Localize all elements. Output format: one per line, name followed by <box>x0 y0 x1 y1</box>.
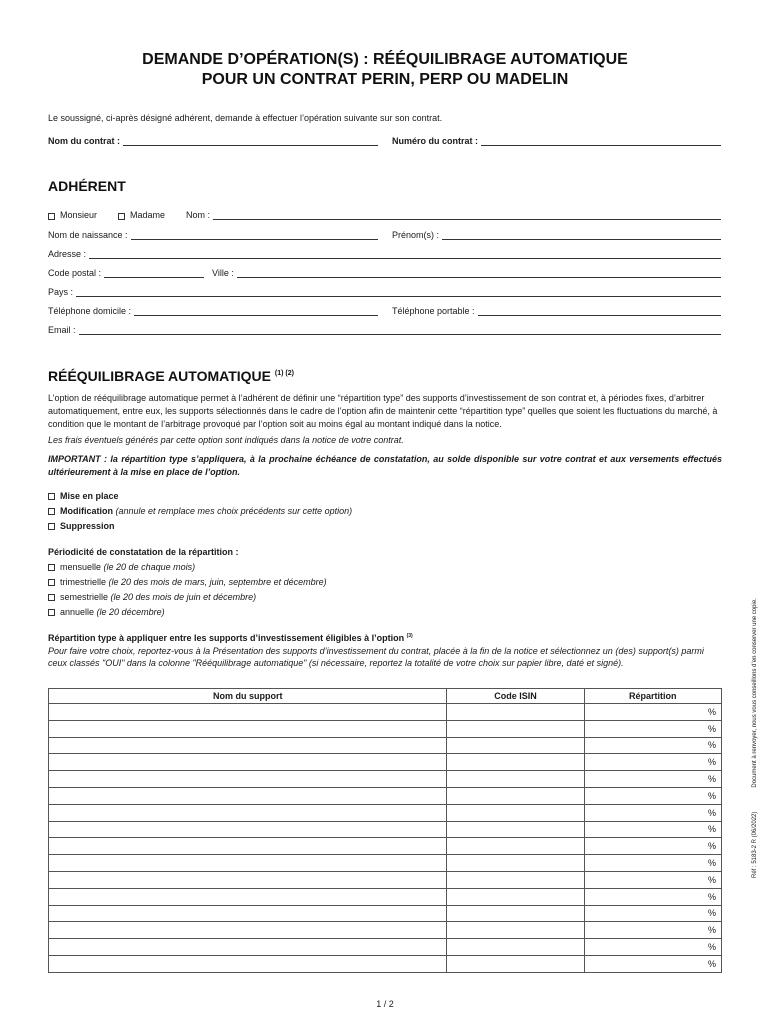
repartition-percent-cell[interactable]: % <box>584 804 721 821</box>
code-postal-line[interactable] <box>104 267 204 278</box>
isin-code-cell[interactable] <box>447 888 584 905</box>
tel-domicile-label: Téléphone domicile : <box>48 306 132 316</box>
telephone-row <box>48 302 721 316</box>
important-note: IMPORTANT : la répartition type s’appliquera, à la prochaine échéance de constatation, au solde disponible sur votre contrat et aux versements effectués ultérieurement à la mise en place de l’option. <box>48 454 722 477</box>
madame-label: Madame <box>130 210 166 220</box>
isin-code-cell[interactable] <box>447 720 584 737</box>
repartition-percent-cell[interactable]: % <box>584 787 721 804</box>
table-row <box>49 905 722 922</box>
table-row <box>49 787 722 804</box>
pays-row <box>48 283 721 297</box>
trimestrielle-note: (le 20 des mois de mars, juin, septembre et décembre) <box>108 577 327 587</box>
naissance-row <box>48 226 721 240</box>
support-name-cell[interactable] <box>49 704 447 721</box>
trimestrielle-label: trimestrielle <box>60 577 107 587</box>
table-row <box>49 888 722 905</box>
monsieur-option[interactable] <box>48 206 108 220</box>
side-note <box>752 548 758 878</box>
header-nom-support: Nom du support <box>49 689 447 704</box>
table-row <box>49 704 722 721</box>
table-header-row <box>49 689 722 704</box>
option-suppression[interactable] <box>48 521 115 531</box>
periodicite-heading: Périodicité de constatation de la répartition : <box>48 547 239 557</box>
ville-field[interactable] <box>212 264 721 278</box>
title-line-1: DEMANDE D’OPÉRATION(S) : RÉÉQUILIBRAGE AUTOMATIQUE <box>142 51 628 68</box>
adherent-heading: ADHÉRENT <box>48 178 126 194</box>
adresse-label: Adresse : <box>48 249 87 259</box>
periodicite-semestrielle[interactable] <box>48 592 256 602</box>
contract-name-line[interactable] <box>123 135 378 146</box>
support-name-cell[interactable] <box>49 905 447 922</box>
email-row <box>48 321 721 335</box>
tel-domicile-field[interactable] <box>48 302 378 316</box>
table-row <box>49 821 722 838</box>
periodicite-mensuelle[interactable] <box>48 562 195 572</box>
table-row <box>49 922 722 939</box>
isin-code-cell[interactable] <box>447 704 584 721</box>
nom-label: Nom : <box>186 210 211 220</box>
contract-number-field[interactable] <box>392 132 721 146</box>
support-name-cell[interactable] <box>49 771 447 788</box>
isin-code-cell[interactable] <box>447 804 584 821</box>
email-field[interactable] <box>48 321 721 335</box>
table-row <box>49 737 722 754</box>
isin-code-cell[interactable] <box>447 754 584 771</box>
header-code-isin: Code ISIN <box>447 689 584 704</box>
adresse-row <box>48 245 721 259</box>
modification-note: (annule et remplace mes choix précédents sur cette option) <box>115 506 353 516</box>
support-name-cell[interactable] <box>49 922 447 939</box>
table-row <box>49 838 722 855</box>
nom-line[interactable] <box>213 209 721 220</box>
periodicite-annuelle[interactable] <box>48 607 165 617</box>
annuelle-label: annuelle <box>60 607 95 617</box>
monsieur-label: Monsieur <box>60 210 98 220</box>
contract-number-label: Numéro du contrat : <box>392 136 479 146</box>
contract-name-field[interactable] <box>48 132 378 146</box>
suppression-label: Suppression <box>60 521 115 531</box>
madame-checkbox[interactable] <box>118 213 125 220</box>
repartition-table-body <box>49 704 722 973</box>
support-name-cell[interactable] <box>49 754 447 771</box>
pays-label: Pays : <box>48 287 74 297</box>
repartition-heading-note: (3) <box>406 633 413 639</box>
repartition-percent-cell[interactable]: % <box>584 720 721 737</box>
monsieur-checkbox[interactable] <box>48 213 55 220</box>
contract-row <box>48 132 721 146</box>
prenoms-field[interactable] <box>392 226 721 240</box>
intro-text: Le soussigné, ci-après désigné adhérent, demande à effectuer l’opération suivante sur son contrat. <box>48 113 443 123</box>
nom-naissance-label: Nom de naissance : <box>48 230 128 240</box>
table-row <box>49 754 722 771</box>
document-note: Document à renvoyer, nous vous conseillons d’en conserver une copie. <box>752 598 758 788</box>
ville-label: Ville : <box>212 268 234 278</box>
prenoms-line[interactable] <box>442 229 721 240</box>
repartition-heading-text: Répartition type à appliquer entre les supports d’investissement éligibles à l’option <box>48 633 405 643</box>
email-line[interactable] <box>79 324 721 335</box>
isin-code-cell[interactable] <box>447 838 584 855</box>
page-number: 1 / 2 <box>376 999 394 1009</box>
isin-code-cell[interactable] <box>447 855 584 872</box>
tel-portable-line[interactable] <box>478 305 721 316</box>
repartition-percent-cell[interactable]: % <box>584 771 721 788</box>
reference-code: Réf : 5183-2 R (06/2022) <box>752 811 758 878</box>
tel-portable-label: Téléphone portable : <box>392 306 475 316</box>
reequilibrage-heading-text: RÉÉQUILIBRAGE AUTOMATIQUE <box>48 368 271 384</box>
semestrielle-label: semestrielle <box>60 592 109 602</box>
reequilibrage-heading <box>48 368 294 384</box>
reequilibrage-heading-note: (1) (2) <box>274 370 294 377</box>
isin-code-cell[interactable] <box>447 771 584 788</box>
repartition-percent-cell[interactable]: % <box>584 821 721 838</box>
mensuelle-checkbox[interactable] <box>48 564 55 571</box>
isin-code-cell[interactable] <box>447 737 584 754</box>
nom-naissance-line[interactable] <box>131 229 378 240</box>
ville-line[interactable] <box>237 267 721 278</box>
semestrielle-checkbox[interactable] <box>48 594 55 601</box>
frais-note: Les frais éventuels générés par cette option sont indiqués dans la notice de votre contrat. <box>48 435 404 445</box>
modification-label: Modification <box>60 506 113 516</box>
repartition-instructions: Pour faire votre choix, reportez-vous à la Présentation des supports d’investissement du contrat, placée à la fin de la notice et sélectionnez un (des) support(s) parmi ceux classés "OUI" dans la colonne "Rééquilibrage automatique" (si nécessaire, reportez la totalité de votre choix sur papier libre, daté et signé). <box>48 646 704 668</box>
annuelle-note: (le 20 décembre) <box>96 607 165 617</box>
mise-en-place-label: Mise en place <box>60 491 119 501</box>
isin-code-cell[interactable] <box>447 821 584 838</box>
support-name-cell[interactable] <box>49 955 447 972</box>
code-postal-row <box>48 264 721 278</box>
option-modification[interactable] <box>48 506 352 516</box>
repartition-percent-cell[interactable]: % <box>584 855 721 872</box>
support-name-cell[interactable] <box>49 821 447 838</box>
isin-code-cell[interactable] <box>447 905 584 922</box>
isin-code-cell[interactable] <box>447 871 584 888</box>
isin-code-cell[interactable] <box>447 955 584 972</box>
table-row <box>49 955 722 972</box>
support-name-cell[interactable] <box>49 804 447 821</box>
pays-line[interactable] <box>76 286 721 297</box>
support-name-cell[interactable] <box>49 720 447 737</box>
civility-row <box>48 206 721 220</box>
support-name-cell[interactable] <box>49 838 447 855</box>
nom-naissance-field[interactable] <box>48 226 378 240</box>
repartition-table <box>48 688 722 973</box>
support-name-cell[interactable] <box>49 888 447 905</box>
repartition-percent-cell[interactable]: % <box>584 888 721 905</box>
mensuelle-label: mensuelle <box>60 562 102 572</box>
support-name-cell[interactable] <box>49 787 447 804</box>
isin-code-cell[interactable] <box>447 939 584 956</box>
repartition-percent-cell[interactable]: % <box>584 939 721 956</box>
suppression-checkbox[interactable] <box>48 523 55 530</box>
support-name-cell[interactable] <box>49 855 447 872</box>
repartition-percent-cell[interactable]: % <box>584 922 721 939</box>
tel-portable-field[interactable] <box>392 302 721 316</box>
madame-option[interactable] <box>118 206 180 220</box>
repartition-percent-cell[interactable]: % <box>584 955 721 972</box>
repartition-percent-cell[interactable]: % <box>584 754 721 771</box>
periodicite-trimestrielle[interactable] <box>48 577 327 587</box>
code-postal-field[interactable] <box>48 264 204 278</box>
support-name-cell[interactable] <box>49 939 447 956</box>
option-mise-en-place[interactable] <box>48 491 119 501</box>
table-row <box>49 804 722 821</box>
annuelle-checkbox[interactable] <box>48 609 55 616</box>
repartition-percent-cell[interactable]: % <box>584 838 721 855</box>
repartition-heading <box>48 633 413 643</box>
contract-name-label: Nom du contrat : <box>48 136 120 146</box>
mise-en-place-checkbox[interactable] <box>48 493 55 500</box>
title-line-2: POUR UN CONTRAT PERIN, PERP OU MADELIN <box>201 71 569 88</box>
modification-checkbox[interactable] <box>48 508 55 515</box>
repartition-percent-cell[interactable]: % <box>584 704 721 721</box>
table-row <box>49 939 722 956</box>
table-row <box>49 771 722 788</box>
isin-code-cell[interactable] <box>447 922 584 939</box>
semestrielle-note: (le 20 des mois de juin et décembre) <box>110 592 257 602</box>
adresse-field[interactable] <box>48 245 721 259</box>
mensuelle-note: (le 20 de chaque mois) <box>103 562 196 572</box>
email-label: Email : <box>48 325 76 335</box>
pays-field[interactable] <box>48 283 721 297</box>
support-name-cell[interactable] <box>49 737 447 754</box>
nom-field[interactable] <box>186 206 721 220</box>
adresse-line[interactable] <box>89 248 721 259</box>
code-postal-label: Code postal : <box>48 268 102 278</box>
table-row <box>49 855 722 872</box>
table-row <box>49 871 722 888</box>
document-title <box>0 50 770 90</box>
prenoms-label: Prénom(s) : <box>392 230 440 240</box>
repartition-percent-cell[interactable]: % <box>584 737 721 754</box>
repartition-percent-cell[interactable]: % <box>584 871 721 888</box>
table-row <box>49 720 722 737</box>
isin-code-cell[interactable] <box>447 787 584 804</box>
reequilibrage-description: L’option de rééquilibrage automatique permet à l’adhérent de définir une “répartition type” des supports d’investissement de son contrat et, à périodes fixes, d’arbitrer automatiquement, entre eux, les supports sélectionnés dans le cadre de l’option afin de maintenir cette “répartition type” quelles que soient les fluctuations du marché, à condition que le montant de l’arbitrage provoqué par l’option soit au moins égal au montant indiqué dans la notice. <box>48 393 718 429</box>
header-repartition: Répartition <box>584 689 721 704</box>
repartition-percent-cell[interactable]: % <box>584 905 721 922</box>
tel-domicile-line[interactable] <box>134 305 378 316</box>
support-name-cell[interactable] <box>49 871 447 888</box>
contract-number-line[interactable] <box>481 135 721 146</box>
trimestrielle-checkbox[interactable] <box>48 579 55 586</box>
